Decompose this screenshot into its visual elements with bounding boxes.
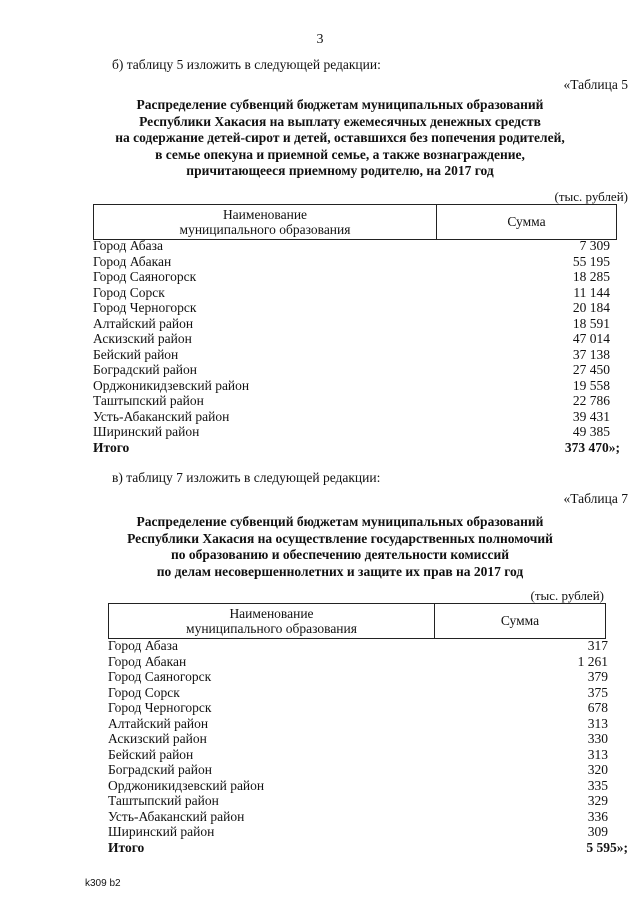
table-row (93, 238, 610, 254)
table-row (108, 731, 608, 747)
table7-title-line: Республики Хакасия на осуществление государственных полномочий (127, 530, 553, 546)
table-row (108, 762, 608, 778)
row-name: Орджоникидзевский район (108, 777, 265, 793)
total-value: 5 595»; (586, 839, 628, 855)
table-row (93, 331, 610, 347)
row-value: 329 (587, 793, 608, 808)
row-name: Город Абакан (93, 253, 172, 269)
table-row (93, 362, 610, 378)
table-row (108, 638, 608, 654)
table7-label: «Таблица 7 (563, 491, 628, 506)
row-name: Город Саяногорск (108, 669, 212, 684)
table5-title-line: причитающееся приемному родителю, на 2017 год (186, 163, 494, 178)
row-name: Город Черногорск (93, 300, 197, 315)
row-value: 313 (587, 715, 608, 731)
table-row (108, 700, 608, 716)
row-value: 313 (587, 746, 608, 762)
row-name: Город Саяногорск (93, 269, 197, 284)
row-value: 47 014 (572, 331, 610, 346)
row-value: 18 591 (572, 315, 610, 331)
table-row (93, 254, 610, 270)
row-name: Бейский район (93, 346, 179, 362)
table-row (93, 393, 610, 409)
table5-col-name (94, 205, 436, 239)
table5-title-line: Распределение субвенций бюджетам муниципальных образований (136, 97, 544, 112)
table-row (108, 778, 608, 794)
row-value: 678 (587, 700, 608, 715)
table-row (108, 716, 608, 732)
row-name: Город Сорск (93, 284, 165, 300)
row-value: 39 431 (572, 408, 610, 424)
row-name: Таштыпский район (93, 393, 204, 408)
row-name: Город Абаза (108, 638, 178, 653)
row-name: Аскизский район (93, 331, 192, 346)
table7-title-line: по образованию и обеспечению деятельности комиссий (171, 547, 509, 562)
table7-units: (тыс. рублей) (530, 588, 604, 603)
section-b-instruction: б) таблицу 5 изложить в следующей редакции: (112, 57, 381, 72)
table-row (108, 809, 608, 825)
table-row (93, 285, 610, 301)
table7-title-line: Распределение субвенций бюджетам муниципальных образований (136, 514, 544, 529)
table-row (108, 685, 608, 701)
table5-body (93, 238, 620, 455)
table5-col-name-line: Наименование (222, 207, 308, 222)
row-value: 20 184 (572, 300, 610, 315)
table5-title-line: на содержание детей-сирот и детей, оставшихся без попечения родителей, (115, 130, 565, 145)
table5-title-line: Республики Хакасия на выплату ежемесячных денежных средств (139, 113, 541, 129)
table-row (93, 316, 610, 332)
total-value: 373 470»; (564, 439, 620, 455)
table7-title-line: по делам несовершеннолетних и защите их прав на 2017 год (156, 563, 524, 579)
row-name: Боградский район (108, 762, 212, 777)
table7-header (108, 603, 606, 639)
row-name: Алтайский район (108, 715, 209, 731)
table5-units: (тыс. рублей) (554, 189, 628, 204)
row-value: 49 385 (572, 424, 610, 439)
table5-col-name-line: муниципального образования (179, 222, 351, 237)
row-name: Бейский район (108, 746, 194, 762)
total-row (93, 439, 620, 456)
row-value: 27 450 (572, 362, 610, 377)
row-value: 335 (587, 777, 608, 793)
row-name: Боградский район (93, 362, 197, 377)
table-row (108, 824, 608, 840)
row-name: Усть-Абаканский район (93, 408, 230, 424)
table7-col-name-line: Наименование (229, 606, 314, 621)
table-row (93, 378, 610, 394)
table-row (93, 269, 610, 285)
row-value: 11 144 (573, 284, 610, 300)
row-value: 309 (587, 824, 608, 839)
table-row (93, 409, 610, 425)
row-value: 18 285 (572, 269, 610, 284)
table-row (93, 424, 610, 440)
row-name: Аскизский район (108, 731, 207, 746)
row-name: Город Абаза (93, 238, 163, 253)
table5-title (60, 97, 620, 180)
row-value: 1 261 (577, 653, 608, 669)
table-row (93, 347, 610, 363)
section-v-instruction: в) таблицу 7 изложить в следующей редакции: (112, 470, 381, 485)
table7-body (108, 638, 628, 855)
row-value: 330 (587, 731, 608, 746)
table-row (108, 793, 608, 809)
table5-title-line: в семье опекуна и приемной семье, а также вознаграждение, (155, 146, 525, 162)
row-name: Город Сорск (108, 684, 180, 700)
row-name: Таштыпский район (108, 793, 219, 808)
table5-col-sum: Сумма (507, 214, 546, 229)
row-value: 375 (587, 684, 608, 700)
row-name: Усть-Абаканский район (108, 808, 245, 824)
row-name: Ширинский район (108, 824, 215, 839)
row-name: Город Абакан (108, 653, 187, 669)
row-name: Алтайский район (93, 315, 194, 331)
table5-label: «Таблица 5 (563, 77, 628, 92)
total-label: Итого (93, 439, 130, 455)
row-name: Ширинский район (93, 424, 200, 439)
row-value: 22 786 (572, 393, 610, 408)
row-value: 320 (587, 762, 608, 777)
table-row (108, 669, 608, 685)
table-row (108, 654, 608, 670)
table5-header (93, 204, 617, 240)
table7-col-sum: Сумма (500, 613, 540, 628)
table7-col-name-line: муниципального образования (186, 621, 357, 636)
row-value: 379 (587, 669, 608, 684)
row-value: 336 (587, 808, 608, 824)
row-name: Город Черногорск (108, 700, 212, 715)
row-value: 55 195 (572, 253, 610, 269)
row-value: 37 138 (572, 346, 610, 362)
row-name: Орджоникидзевский район (93, 377, 250, 393)
total-label: Итого (108, 839, 145, 855)
row-value: 317 (587, 638, 608, 653)
table-row (93, 300, 610, 316)
table7-col-name (109, 604, 434, 638)
row-value: 19 558 (572, 377, 610, 393)
page-number: 3 (316, 32, 324, 47)
table7-title (60, 514, 620, 580)
footer-code: k309 b2 (85, 878, 121, 889)
table-row (108, 747, 608, 763)
row-value: 7 309 (579, 238, 610, 253)
total-row (108, 839, 628, 856)
